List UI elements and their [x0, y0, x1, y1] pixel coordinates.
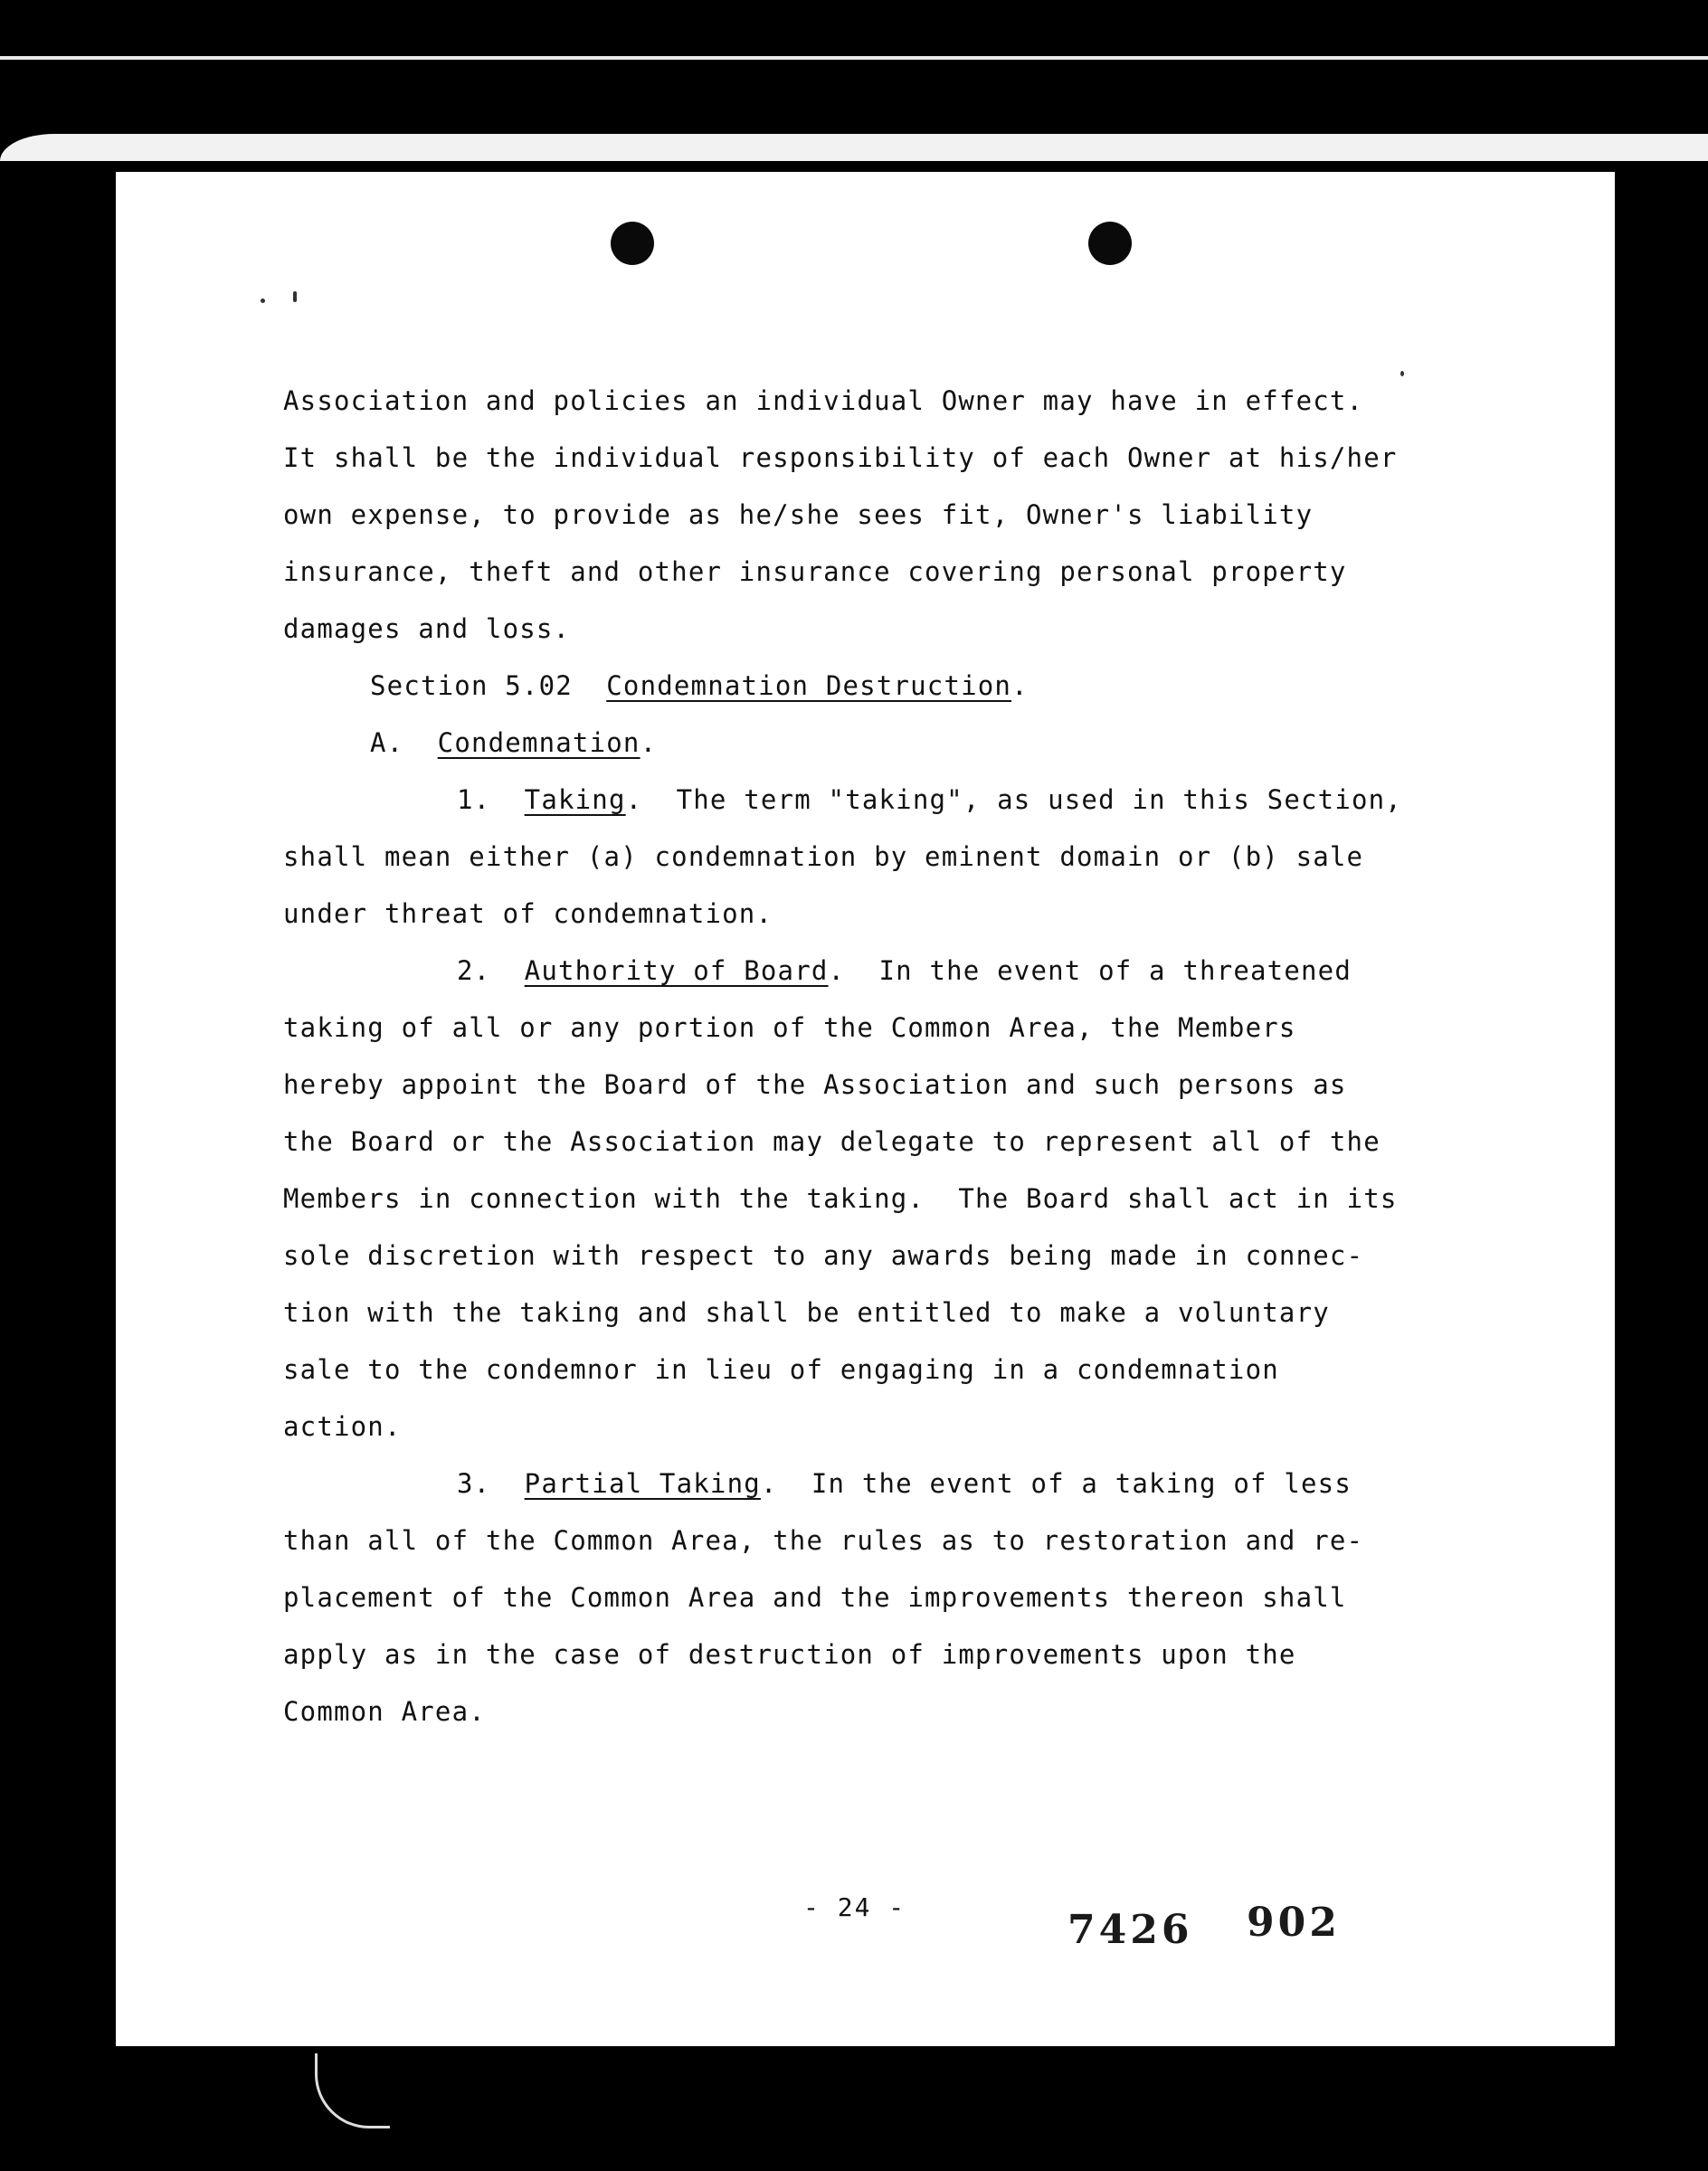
- item-heading: [283, 943, 1459, 1000]
- subsection-letter: A.: [370, 727, 404, 758]
- paragraph-line: It shall be the individual responsibility of each Owner at his/her: [283, 442, 1398, 473]
- scan-edge-line: [0, 56, 1708, 60]
- paragraph-line: insurance, theft and other insurance covering personal property: [283, 556, 1347, 587]
- paragraph-line: hereby appoint the Board of the Association and such persons as: [283, 1069, 1347, 1100]
- item-title: Taking: [524, 784, 626, 815]
- item-heading: [283, 1455, 1459, 1512]
- section-period: .: [1011, 670, 1029, 701]
- scan-speck: [293, 291, 297, 302]
- item-text: . In the event of a taking of less: [760, 1468, 1352, 1499]
- paragraph-line: sale to the condemnor in lieu of engaging in a condemnation: [283, 1354, 1279, 1385]
- item-heading: [283, 772, 1459, 829]
- subsection-title: Condemnation: [437, 727, 640, 758]
- item-number: 3.: [457, 1468, 491, 1499]
- body-text: [283, 373, 1459, 1740]
- paragraph-line: placement of the Common Area and the improvements thereon shall: [283, 1582, 1347, 1613]
- paragraph-line: apply as in the case of destruction of improvements upon the: [283, 1639, 1296, 1670]
- scan-speck: [261, 299, 265, 303]
- section-number: Section 5.02: [370, 670, 573, 701]
- paragraph-line: under threat of condemnation.: [283, 898, 773, 929]
- paragraph-line: action.: [283, 1411, 402, 1442]
- punch-hole-left: [611, 222, 654, 265]
- page-number: - 24 -: [803, 1892, 906, 1922]
- paragraph-line: damages and loss.: [283, 613, 571, 644]
- item-text: . In the event of a threatened: [828, 955, 1352, 986]
- subsection-period: .: [640, 727, 658, 758]
- paragraph-line: taking of all or any portion of the Common Area, the Members: [283, 1012, 1296, 1043]
- paragraph-line: shall mean either (a) condemnation by eminent domain or (b) sale: [283, 841, 1364, 872]
- section-heading: [283, 658, 1459, 715]
- paragraph-line: Association and policies an individual Owner may have in effect.: [283, 385, 1364, 416]
- subsection-heading: [283, 715, 1459, 772]
- paragraph-line: tion with the taking and shall be entitled to make a voluntary: [283, 1297, 1330, 1328]
- record-page-number: 902: [1247, 1900, 1341, 1946]
- paragraph-line: sole discretion with respect to any awards being made in connec-: [283, 1240, 1364, 1271]
- paragraph-line: Members in connection with the taking. The Board shall act in its: [283, 1183, 1398, 1214]
- item-number: 2.: [457, 955, 491, 986]
- item-title: Authority of Board: [524, 955, 829, 986]
- punch-hole-right: [1088, 222, 1132, 265]
- record-book-number: 7426: [1068, 1907, 1193, 1953]
- item-title: Partial Taking: [524, 1468, 761, 1499]
- document-page: [116, 172, 1615, 2046]
- paragraph-line: own expense, to provide as he/she sees fit, Owner's liability: [283, 499, 1314, 530]
- scan-artifact-mark: [315, 2053, 390, 2128]
- paragraph-line: than all of the Common Area, the rules as to restoration and re-: [283, 1525, 1364, 1556]
- section-title: Condemnation Destruction: [606, 670, 1012, 701]
- item-text: . The term "taking", as used in this Section,: [625, 784, 1402, 815]
- scan-edge-curve: [0, 134, 1708, 161]
- paragraph-line: the Board or the Association may delegate to represent all of the: [283, 1126, 1381, 1157]
- item-number: 1.: [457, 784, 491, 815]
- paragraph-line: Common Area.: [283, 1696, 486, 1727]
